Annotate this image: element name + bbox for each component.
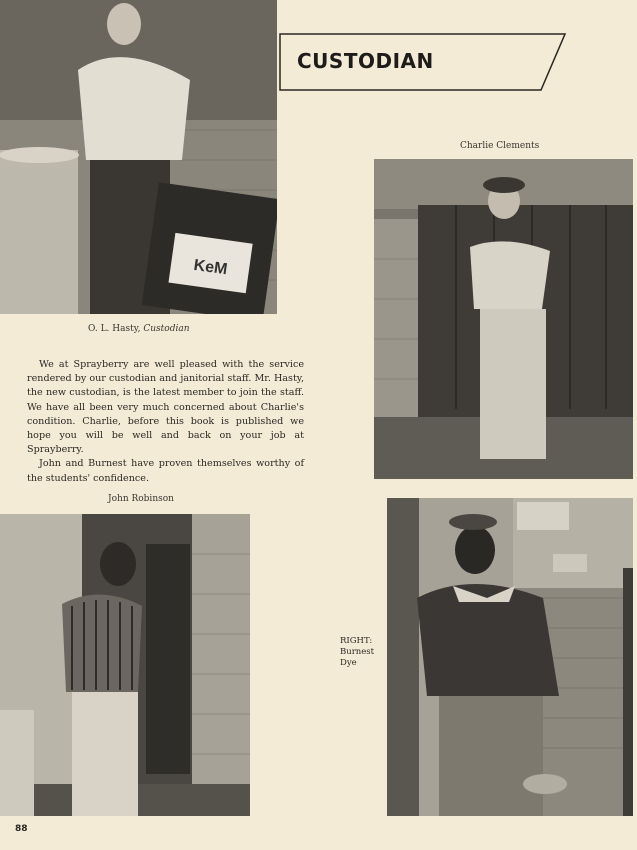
caption-hasty xyxy=(88,324,190,334)
photo-robinson xyxy=(0,514,250,816)
section-banner xyxy=(279,33,566,91)
page-title: CUSTODIAN xyxy=(297,49,434,73)
photo-robinson-illustration xyxy=(0,514,250,816)
photo-clements-illustration xyxy=(374,159,633,479)
caption-hasty-role: Custodian xyxy=(143,324,190,334)
caption-robinson: John Robinson xyxy=(108,494,174,504)
caption-dye-first-name: Burnest xyxy=(340,647,375,657)
caption-dye xyxy=(340,636,374,669)
photo-dye-illustration xyxy=(387,498,633,816)
article-paragraph-2: John and Burnest have proven themselves worthy of the students' confidence. xyxy=(27,458,304,484)
caption-dye-heading: RIGHT: xyxy=(340,636,373,646)
photo-hasty-illustration xyxy=(0,0,277,314)
barrel-label: KeM xyxy=(192,256,229,279)
caption-clements: Charlie Clements xyxy=(460,141,540,151)
page-number: 88 xyxy=(15,824,28,834)
article-paragraph-1: We at Sprayberry are well pleased with the service rendered by our custodian and janitorial staff. Mr. Hasty, the new custodian, is the latest member to join the staff. We have all been very much concerned about Charlie's condition. Charlie, before this book is published we hope you will be well and back on your job at Sprayberry. xyxy=(27,359,304,456)
caption-dye-last-name: Dye xyxy=(340,658,357,668)
photo-hasty xyxy=(0,0,277,314)
photo-dye xyxy=(387,498,633,816)
photo-clements xyxy=(374,159,633,479)
article-body xyxy=(27,358,304,486)
caption-hasty-name: O. L. Hasty, xyxy=(88,324,141,334)
